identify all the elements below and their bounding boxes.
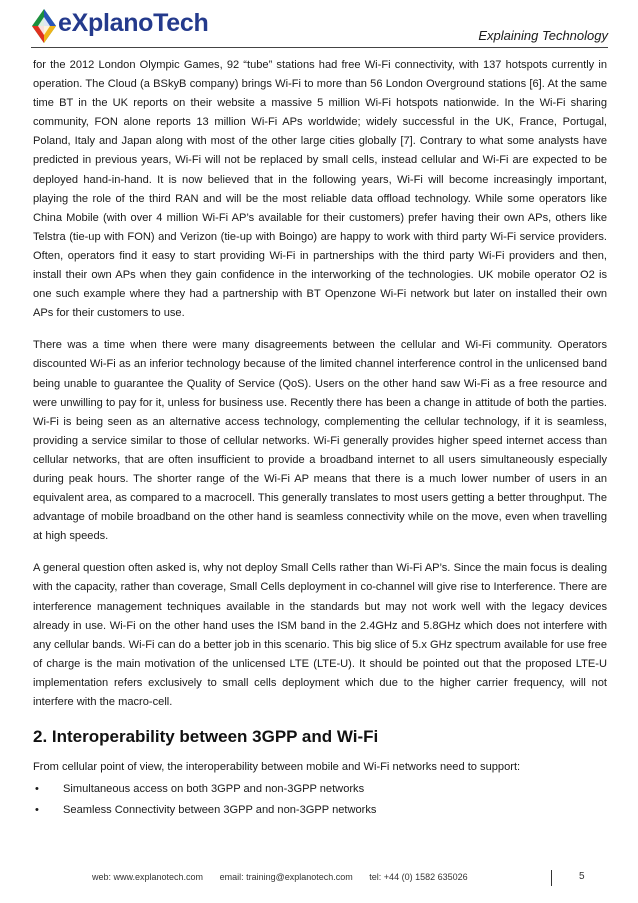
list-item-text: Seamless Connectivity between 3GPP and non-3GPP networks — [63, 804, 377, 817]
header-divider — [31, 47, 608, 48]
bullet-icon: • — [35, 804, 39, 817]
logo-text: eXplanoTech — [58, 9, 209, 37]
page-header — [0, 0, 638, 52]
footer-email: email: training@explanotech.com — [219, 872, 353, 882]
tagline: Explaining Technology — [478, 28, 608, 43]
paragraph-1: for the 2012 London Olympic Games, 92 “tube” stations had free Wi-Fi connectivity, with 137 hotspots currently in operation. The Cloud (a BSkyB company) brings Wi-Fi to more than 56 London Overground stations [6]. At the same time BT in the UK reports on their website a massive 5 million Wi-Fi hotspots nationwide. In the Wi-Fi sharing community, FON alone reports 13 million Wi-Fi APs worldwide; widely successful in the UK, France, Portugal, Poland, Italy and Japan along with most of the other large cities globally [7]. Contrary to what some analysts have predicted in previous years, Wi-Fi will not be replaced by small cells, instead cellular and Wi-Fi are expected to be deployed hand-in-hand. It is now believed that in the following years, Wi-Fi will become increasingly important, playing the role of the third RAN and will be the most reliable data offload technology. While some operators like China Mobile (with over 4 million Wi-Fi AP’s available for their customers) prefer having their own APs, others like Telstra (tie-up with FON) and Verizon (tie-up with Boingo) are happy to work with third party Wi-Fi service providers. Often, operators find it easy to start providing Wi-Fi in partnerships with the third party Wi-Fi providers and then, install their own APs when they gain confidence in the interworking of the technologies. UK mobile operator O2 is one such example where they had a partnership with BT Openzone Wi-Fi network but later on installed their own APs for their customers to use. — [33, 59, 607, 320]
list-item — [33, 779, 607, 800]
page-footer — [0, 866, 638, 890]
paragraph-2: There was a time when there were many disagreements between the cellular and Wi-Fi community. Operators discounted Wi-Fi as an inferior technology because of the limited channel interference control in the unlicensed band being unable to guarantee the Quality of Service (QoS). Users on the other hand saw Wi-Fi as a free resource and were unwilling to pay for it, unless for business use. Recently there has been a change in attitude of both the parties. Wi-Fi is being seen as an alternative access technology, complementing the cellular technology, if it is seamless, providing a service similar to those of cellular networks. Wi-Fi generally provides higher speed internet access than cellular networks, that are often insufficient to provide a broadband internet to all users simultaneously especially during peak hours. The shorter range of the Wi-Fi AP means that there is a much lower number of users in an equivalent area, as compared to a macrocell. This generally translates to most users getting a better throughput. The advantage of mobile broadband on the other hand is seamless connectivity while on the move, even when travelling at high speeds. — [33, 339, 607, 543]
list-item-text: Simultaneous access on both 3GPP and non-3GPP networks — [63, 783, 365, 796]
document-body — [33, 56, 607, 821]
footer-web: web: www.explanotech.com — [92, 872, 204, 882]
page-number: 5 — [579, 871, 585, 882]
footer-contact — [92, 872, 482, 882]
paragraph-3: A general question often asked is, why not deploy Small Cells rather than Wi-Fi AP’s. Since the main focus is dealing with the capacity, rather than coverage, Small Cells deployment in co-channel will give rise to Interference. There are interference management techniques available in the standards but may not work well with the legacy devices already in use. Wi-Fi on the other hand uses the ISM band in the 2.4GHz and 5.8GHz which does not interfere with any cellular bands. Wi-Fi can do a better job in this scenario. This big slice of 5.x GHz spectrum available for use free of charge is the main motivation of the unlicensed LTE (LTE-U). It should be pointed out that the proposed LTE-U implementation refers exclusively to small cells deployment which due to the higher carrier frequency, will not interfere with the macro-cell. — [33, 562, 607, 708]
footer-divider — [551, 870, 552, 886]
bullet-list — [33, 779, 607, 821]
bullet-icon: • — [35, 783, 39, 796]
section-heading: 2. Interoperability between 3GPP and Wi-Fi — [33, 727, 379, 747]
list-item — [33, 800, 607, 821]
diamond-logo-icon — [31, 8, 57, 44]
footer-tel: tel: +44 (0) 1582 635026 — [369, 872, 468, 882]
section-intro: From cellular point of view, the interoperability between mobile and Wi-Fi networks need to support: — [33, 761, 521, 774]
